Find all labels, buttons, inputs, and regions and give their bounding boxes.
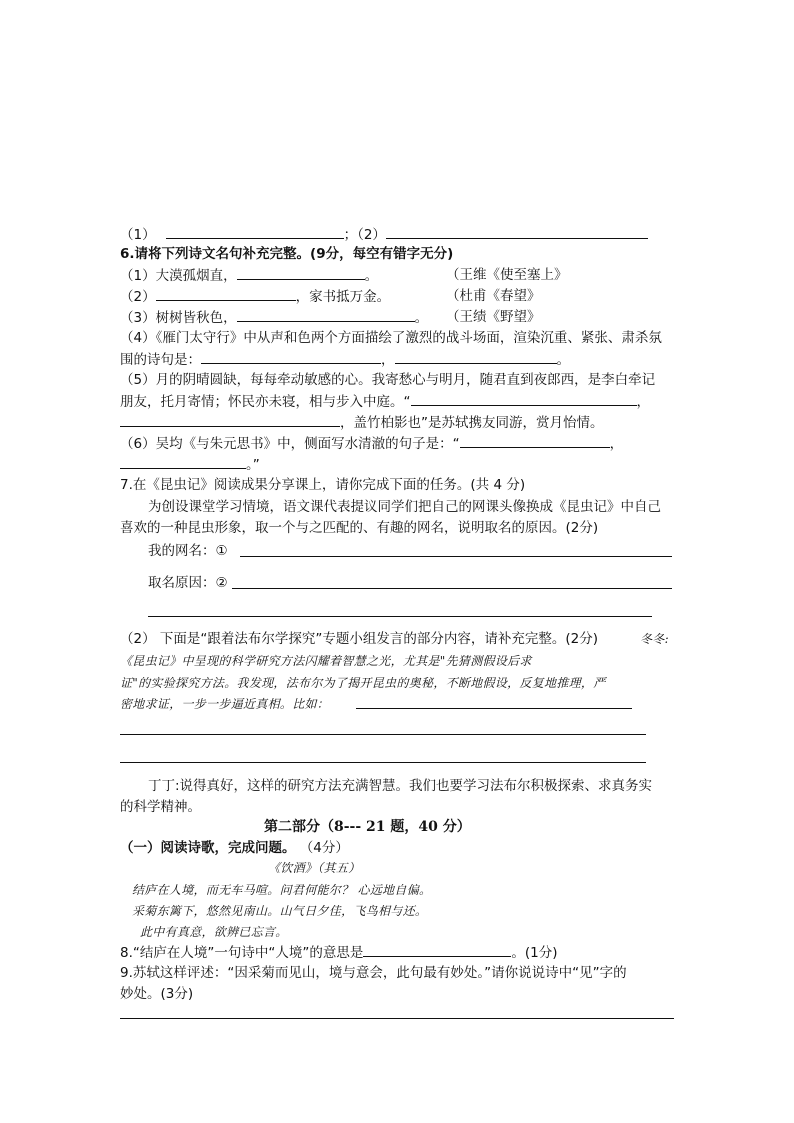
q6-l2-text: （2） <box>120 289 156 305</box>
q9a: 9.苏轼这样评述：“因采菊而见山，境与意会，此句最有妙处。”请你说说诗中“见”字的 <box>120 965 627 981</box>
q6-line-2 <box>120 286 390 307</box>
q7-p2b: 《昆虫记》中呈现的科学研究方法闪耀着智慧之光，尤其是"先猜测假设后求 <box>120 654 532 668</box>
q7-reason-label: 取名原因：② <box>148 575 228 591</box>
poem-title: 《饮酒》（其五） <box>268 861 361 875</box>
q6-blank-4a[interactable] <box>201 349 381 364</box>
q6-blank-5b[interactable] <box>120 412 340 427</box>
poem-line-3: 此中有真意，欲辨已忘言。 <box>140 925 288 939</box>
q5-blank-1[interactable] <box>166 224 344 239</box>
q7-p2d: 密地求证，一步一步逼近真相。比如： <box>120 697 330 711</box>
q6-l4-comma: ， <box>381 352 395 368</box>
q6-l5b-text: 朋友，托月寄情；怀民亦未寝，相与步入中庭。“ <box>120 394 411 410</box>
q7-p2a: （2） 下面是“跟着法布尔学探究”专题小组发言的部分内容，请补充完整。(2分) <box>120 631 598 647</box>
q7-example-line-3[interactable] <box>120 762 646 763</box>
q8-end: 。(1分) <box>511 945 558 961</box>
q7-reason-line-1[interactable] <box>232 588 672 589</box>
part2-sec1: （一）阅读诗歌，完成问题。 <box>120 840 296 856</box>
q7-p1b: 喜欢的一种昆虫形象，取一个与之匹配的、有趣的网名，说明取名的原因。(2分) <box>120 520 599 536</box>
q9b: 妙处。(3分) <box>120 986 194 1002</box>
q6-l6a-comma: ， <box>609 436 624 452</box>
q6-l3-text: （3）树树皆秋色， <box>120 310 237 326</box>
part2-sec1-line <box>120 838 349 858</box>
q6-blank-6a[interactable] <box>460 433 610 448</box>
part2-sec1-score: （4分） <box>299 840 349 856</box>
q7-example-line-1[interactable] <box>356 708 632 709</box>
q6-l6a-text: （6）吴均《与朱元思书》中，侧面写水清澈的句子是：“ <box>120 436 460 452</box>
q7-p3a: 丁丁:说得真好，这样的研究方法充满智慧。我们也要学习法布尔积极探索、求真务实 <box>148 778 653 794</box>
q7-p3b: 的科学精神。 <box>120 799 201 815</box>
q6-line-6a <box>120 433 623 454</box>
q8-text: 8.“结庐在人境”一句诗中“人境”的意思是 <box>120 945 364 961</box>
q8-blank[interactable] <box>363 942 511 957</box>
q8-line <box>120 942 557 963</box>
q6-l4-end: 。 <box>556 352 570 368</box>
q6-title: 6.请将下列诗文名句补充完整。(9分，每空有错字无分) <box>120 246 454 262</box>
q7-name-line[interactable] <box>240 556 672 557</box>
q7-reason-line-2[interactable] <box>148 616 652 617</box>
q6-line-5b <box>120 391 650 412</box>
q5-separator: ；（2） <box>343 227 386 243</box>
q6-l5b-comma: ， <box>636 394 650 410</box>
q5-blank-1-label: （1） <box>120 227 156 243</box>
q6-l5c-text: ，盖竹柏影也”是苏轼携友同游，赏月怡情。 <box>340 415 604 431</box>
q7-p2d-line <box>120 694 329 714</box>
q6-blank-4b[interactable] <box>395 349 557 364</box>
q5-answer-line <box>120 224 648 245</box>
q7-name-label: 我的网名：① <box>148 543 228 559</box>
q6-line-6b <box>120 454 260 475</box>
q7-title: 7.在《昆虫记》阅读成果分享课上，请你完成下面的任务。(共 4 分) <box>120 477 526 493</box>
q6-blank-1[interactable] <box>237 265 365 280</box>
q6-blank-6b[interactable] <box>120 454 246 469</box>
q7-p1a: 为创设课堂学习情境，语文课代表提议同学们把自己的网课头像换成《昆虫记》中自己 <box>148 499 661 515</box>
q6-l1-text: （1）大漠孤烟直， <box>120 268 237 284</box>
q6-l2-mid: ，家书抵万金。 <box>295 289 391 305</box>
q7-p2c: 证"的实验探究方法。我发现，法布尔为了揭开昆虫的奥秘，不断地假设，反复地推理，严 <box>120 676 606 690</box>
q7-p2a-line <box>120 629 598 649</box>
q6-line-3 <box>120 307 428 328</box>
q6-l3-source: （王绩《野望》 <box>446 309 541 325</box>
q6-blank-2[interactable] <box>156 286 296 301</box>
q6-blank-5a[interactable] <box>411 391 637 406</box>
q6-line-4b <box>120 349 570 370</box>
q6-l3-end: 。 <box>414 310 429 326</box>
q6-l6b-text: 。” <box>246 457 260 473</box>
poem-line-1: 结庐在人境，而无车马喧。问君何能尔？ 心远地自偏。 <box>132 883 432 897</box>
q9-answer-line[interactable] <box>120 1018 674 1019</box>
q6-l2-source: （杜甫《春望》 <box>446 288 541 304</box>
q6-l1-source: （王维《使至塞上》 <box>446 267 568 283</box>
poem-line-2: 采菊东篱下，悠然见南山。山气日夕佳，飞鸟相与还。 <box>132 904 428 918</box>
q6-line-1 <box>120 265 378 286</box>
q5-blank-2[interactable] <box>386 224 648 239</box>
part2-heading: 第二部分（8--- 21 题，40 分） <box>264 819 471 835</box>
q6-l1-end: 。 <box>364 268 379 284</box>
q6-blank-3[interactable] <box>237 307 415 322</box>
q6-l4a: （4）《雁门太守行》中从声和色两个方面描绘了激烈的战斗场面，渲染沉重、紧张、肃杀氛 <box>120 330 662 346</box>
q7-example-line-2[interactable] <box>120 734 646 735</box>
q7-p2a-tail: 冬冬: <box>640 632 669 646</box>
q6-l4b-text: 围的诗句是： <box>120 352 201 368</box>
q6-l5a: （5）月的阴晴圆缺，每每牵动敏感的心。我寄愁心与明月，随君直到夜郎西，是李白牵记 <box>120 372 656 388</box>
q6-line-5c <box>120 412 604 433</box>
